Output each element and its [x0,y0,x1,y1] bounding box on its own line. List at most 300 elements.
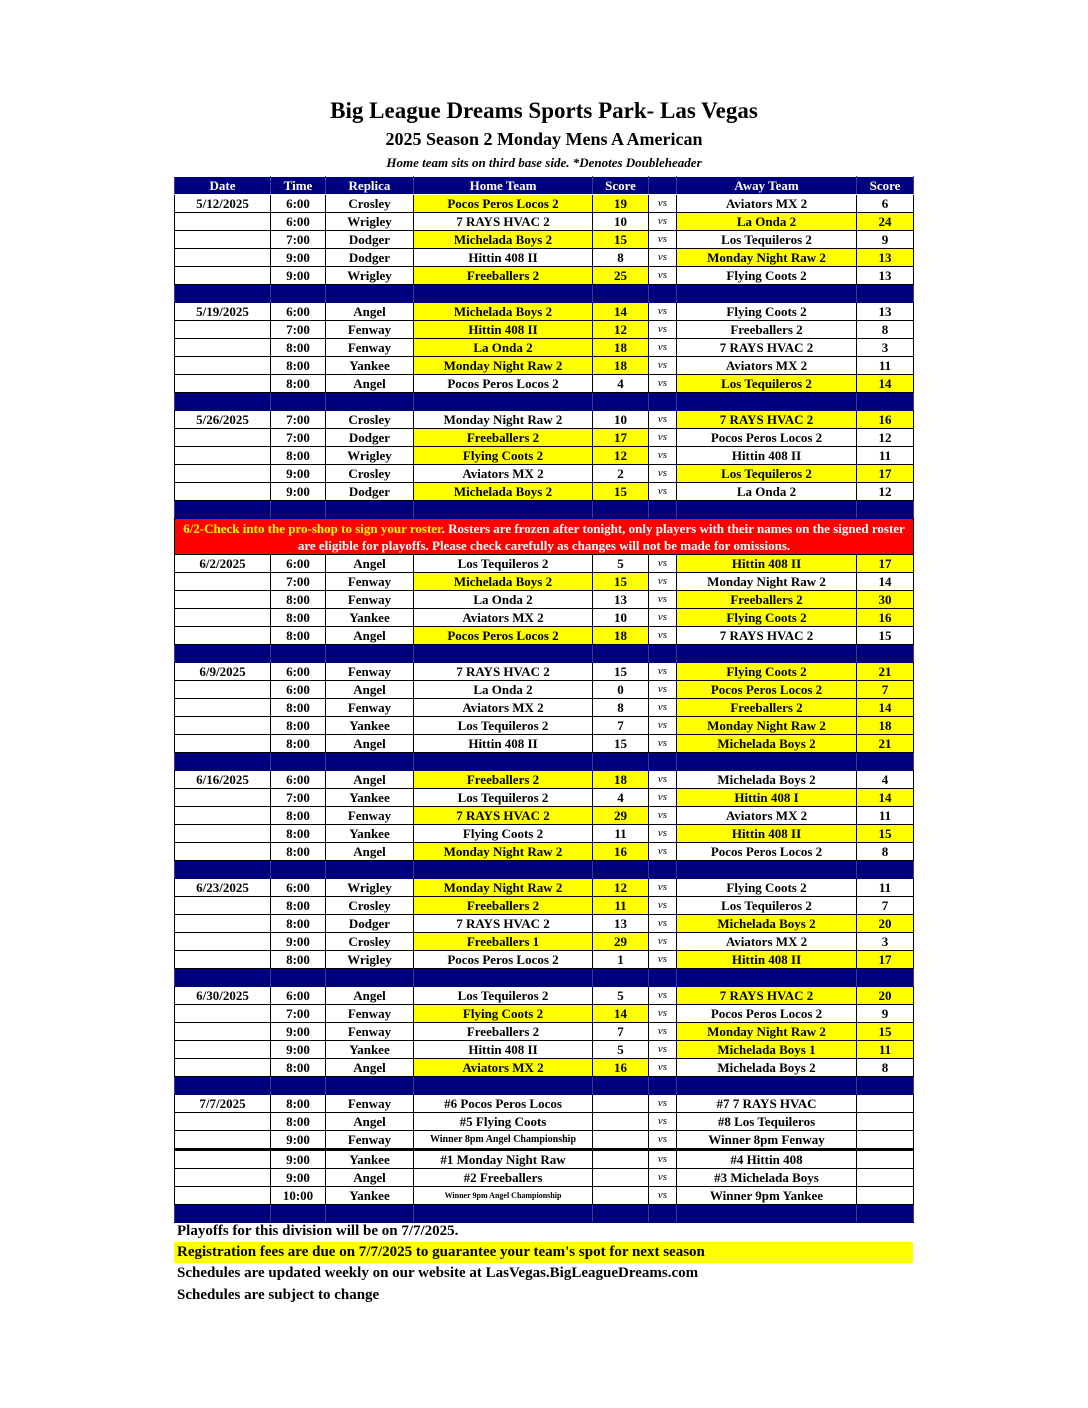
away-team: La Onda 2 [677,483,857,501]
away-score: 14 [857,375,914,393]
home-team: Pocos Peros Locos 2 [414,375,593,393]
separator-cell [677,861,857,879]
field-name: Crosley [326,195,414,213]
table-row [175,267,914,285]
field-name: Crosley [326,411,414,429]
vs-label: vs [649,447,677,465]
table-row [175,1150,914,1169]
vs-label: vs [649,375,677,393]
separator-cell [175,501,271,519]
table-row [175,807,914,825]
separator-cell [414,645,593,663]
home-score: 10 [593,213,649,231]
game-time: 8:00 [271,609,326,627]
game-time: 10:00 [271,1187,326,1205]
home-team: Flying Coots 2 [414,447,593,465]
separator-cell [649,861,677,879]
away-score: 4 [857,771,914,789]
separator-cell [414,1205,593,1223]
vs-label: vs [649,1059,677,1077]
away-score: 8 [857,321,914,339]
table-row [175,609,914,627]
home-team: Los Tequileros 2 [414,717,593,735]
home-score: 16 [593,1059,649,1077]
home-score: 18 [593,627,649,645]
game-date [175,267,271,285]
separator-cell [271,501,326,519]
field-name: Crosley [326,465,414,483]
home-score: 4 [593,789,649,807]
field-name: Crosley [326,897,414,915]
field-name: Wrigley [326,447,414,465]
game-date [175,1005,271,1023]
home-score [593,1187,649,1205]
home-score: 18 [593,357,649,375]
separator-cell [326,861,414,879]
home-score: 25 [593,267,649,285]
home-team: Winner 8pm Angel Championship [414,1131,593,1150]
week-separator [175,1205,914,1223]
game-date [175,681,271,699]
separator-cell [857,1205,914,1223]
field-name: Dodger [326,915,414,933]
away-team: Monday Night Raw 2 [677,249,857,267]
home-score: 17 [593,429,649,447]
game-date [175,609,271,627]
game-time: 9:00 [271,1131,326,1150]
home-score: 4 [593,375,649,393]
vs-label: vs [649,1169,677,1187]
table-row [175,933,914,951]
home-team: Freeballers 2 [414,1023,593,1041]
away-score: 17 [857,465,914,483]
week-separator [175,285,914,303]
home-team: 7 RAYS HVAC 2 [414,807,593,825]
home-team: Monday Night Raw 2 [414,843,593,861]
table-row [175,447,914,465]
table-row [175,1041,914,1059]
separator-cell [593,393,649,411]
home-score [593,1169,649,1187]
away-score [857,1131,914,1150]
game-date [175,807,271,825]
away-team: Monday Night Raw 2 [677,573,857,591]
game-time: 9:00 [271,1023,326,1041]
separator-cell [677,1077,857,1095]
separator-cell [271,861,326,879]
separator-cell [857,393,914,411]
game-date [175,843,271,861]
game-time: 8:00 [271,1095,326,1113]
separator-cell [175,1077,271,1095]
separator-cell [271,753,326,771]
game-time: 9:00 [271,1169,326,1187]
separator-cell [677,1205,857,1223]
away-score: 15 [857,1023,914,1041]
game-date [175,789,271,807]
home-score [593,1095,649,1113]
schedule-table [174,176,914,1223]
game-date: 6/16/2025 [175,771,271,789]
away-score: 24 [857,213,914,231]
away-score [857,1150,914,1169]
away-score: 9 [857,1005,914,1023]
field-name: Dodger [326,249,414,267]
vs-label: vs [649,1131,677,1150]
away-team: Hittin 408 II [677,447,857,465]
vs-label: vs [649,339,677,357]
away-team: Pocos Peros Locos 2 [677,843,857,861]
away-team: Flying Coots 2 [677,303,857,321]
separator-cell [271,285,326,303]
column-header: Time [271,177,326,195]
game-date [175,1150,271,1169]
separator-cell [271,1077,326,1095]
home-team: Aviators MX 2 [414,1059,593,1077]
home-score: 5 [593,1041,649,1059]
column-header: Replica [326,177,414,195]
home-team: Michelada Boys 2 [414,231,593,249]
game-time: 9:00 [271,1041,326,1059]
home-score: 5 [593,987,649,1005]
vs-label: vs [649,987,677,1005]
game-time: 6:00 [271,771,326,789]
separator-cell [326,285,414,303]
separator-cell [175,393,271,411]
table-row [175,627,914,645]
away-score: 30 [857,591,914,609]
game-time: 7:00 [271,429,326,447]
separator-cell [175,285,271,303]
column-header: Date [175,177,271,195]
away-score: 8 [857,843,914,861]
column-header: Score [857,177,914,195]
field-name: Angel [326,771,414,789]
field-name: Fenway [326,321,414,339]
away-team: Flying Coots 2 [677,267,857,285]
away-team: Michelada Boys 2 [677,1059,857,1077]
home-team: #5 Flying Coots [414,1113,593,1131]
separator-cell [649,753,677,771]
away-team: La Onda 2 [677,213,857,231]
vs-label: vs [649,843,677,861]
separator-cell [326,753,414,771]
home-score: 14 [593,1005,649,1023]
table-row [175,735,914,753]
table-row [175,213,914,231]
home-team: Aviators MX 2 [414,609,593,627]
table-row [175,951,914,969]
game-time: 8:00 [271,807,326,825]
away-team: 7 RAYS HVAC 2 [677,987,857,1005]
table-row [175,1023,914,1041]
separator-cell [677,285,857,303]
table-row [175,429,914,447]
table-row [175,195,914,213]
field-name: Dodger [326,483,414,501]
home-team: Monday Night Raw 2 [414,411,593,429]
home-team: Freeballers 2 [414,771,593,789]
game-time: 6:00 [271,213,326,231]
roster-notice [175,519,914,555]
home-team: Michelada Boys 2 [414,303,593,321]
home-team: Flying Coots 2 [414,825,593,843]
game-date [175,213,271,231]
home-score [593,1150,649,1169]
game-time: 8:00 [271,1059,326,1077]
home-team: 7 RAYS HVAC 2 [414,663,593,681]
notice-highlight: Check into the pro-shop to sign your roster [204,520,442,536]
table-row [175,1113,914,1131]
vs-label: vs [649,879,677,897]
table-row [175,789,914,807]
game-date [175,717,271,735]
vs-label: vs [649,735,677,753]
away-team: Flying Coots 2 [677,879,857,897]
week-separator [175,393,914,411]
game-date [175,483,271,501]
home-score: 0 [593,681,649,699]
home-score: 15 [593,231,649,249]
home-score: 1 [593,951,649,969]
away-team: 7 RAYS HVAC 2 [677,627,857,645]
away-score: 14 [857,789,914,807]
home-team: 7 RAYS HVAC 2 [414,915,593,933]
separator-cell [175,969,271,987]
field-name: Fenway [326,573,414,591]
vs-label: vs [649,699,677,717]
week-separator [175,1077,914,1095]
away-score: 16 [857,411,914,429]
field-name: Fenway [326,591,414,609]
home-team: Winner 9pm Angel Championship [414,1187,593,1205]
separator-cell [175,753,271,771]
away-score: 11 [857,1041,914,1059]
separator-cell [857,645,914,663]
away-team: Los Tequileros 2 [677,897,857,915]
away-team: Aviators MX 2 [677,807,857,825]
home-team: La Onda 2 [414,339,593,357]
away-score: 11 [857,447,914,465]
game-time: 8:00 [271,735,326,753]
home-team: La Onda 2 [414,591,593,609]
away-team: Flying Coots 2 [677,663,857,681]
table-row [175,231,914,249]
field-name: Fenway [326,1023,414,1041]
away-team: 7 RAYS HVAC 2 [677,411,857,429]
field-name: Fenway [326,1005,414,1023]
field-name: Fenway [326,663,414,681]
game-time: 8:00 [271,627,326,645]
home-team: Hittin 408 II [414,249,593,267]
separator-cell [593,501,649,519]
away-team: Hittin 408 II [677,555,857,573]
away-team: Freeballers 2 [677,321,857,339]
column-header: Home Team [414,177,593,195]
game-time: 8:00 [271,825,326,843]
away-team: Aviators MX 2 [677,357,857,375]
table-row [175,1169,914,1187]
separator-cell [271,1205,326,1223]
separator-cell [414,861,593,879]
game-date: 5/26/2025 [175,411,271,429]
game-date [175,249,271,267]
table-row [175,1095,914,1113]
table-row [175,699,914,717]
home-team: 7 RAYS HVAC 2 [414,213,593,231]
away-team: #8 Los Tequileros [677,1113,857,1131]
game-date [175,915,271,933]
game-date [175,897,271,915]
away-team: Pocos Peros Locos 2 [677,1005,857,1023]
away-team: #4 Hittin 408 [677,1150,857,1169]
away-score: 12 [857,429,914,447]
field-name: Fenway [326,1095,414,1113]
separator-cell [677,393,857,411]
home-score: 13 [593,591,649,609]
separator-cell [326,393,414,411]
game-date: 6/9/2025 [175,663,271,681]
away-team: 7 RAYS HVAC 2 [677,339,857,357]
game-time: 9:00 [271,933,326,951]
table-row [175,681,914,699]
home-score: 29 [593,933,649,951]
home-score: 2 [593,465,649,483]
game-date [175,1187,271,1205]
table-row [175,771,914,789]
home-score: 18 [593,771,649,789]
game-date [175,825,271,843]
game-date [175,339,271,357]
away-score: 20 [857,987,914,1005]
roster-notice-row [175,519,914,555]
away-score: 13 [857,267,914,285]
page-subtitle: 2025 Season 2 Monday Mens A American [385,129,703,149]
notice-text: . Rosters are frozen after tonight, only players with their names on the signed roster are eligible for playoffs. Please check carefully as changes will not be made for omissions. [297,520,905,553]
game-time: 8:00 [271,915,326,933]
away-score: 14 [857,699,914,717]
table-row [175,303,914,321]
away-team: Monday Night Raw 2 [677,1023,857,1041]
game-time: 9:00 [271,249,326,267]
vs-label: vs [649,429,677,447]
away-score [857,1169,914,1187]
home-score: 15 [593,573,649,591]
table-row [175,1059,914,1077]
table-row [175,321,914,339]
home-score: 15 [593,663,649,681]
home-score: 19 [593,195,649,213]
home-score: 13 [593,915,649,933]
game-time: 6:00 [271,303,326,321]
home-team: Michelada Boys 2 [414,483,593,501]
separator-cell [649,645,677,663]
separator-cell [414,753,593,771]
separator-cell [593,861,649,879]
table-row [175,573,914,591]
table-row [175,663,914,681]
vs-label: vs [649,591,677,609]
away-score: 12 [857,483,914,501]
field-name: Fenway [326,807,414,825]
table-row [175,717,914,735]
away-score: 20 [857,915,914,933]
vs-label: vs [649,411,677,429]
separator-cell [857,285,914,303]
game-date: 5/12/2025 [175,195,271,213]
home-team: Freeballers 2 [414,267,593,285]
field-name: Fenway [326,339,414,357]
week-separator [175,501,914,519]
field-name: Yankee [326,1150,414,1169]
vs-label: vs [649,231,677,249]
vs-label: vs [649,1041,677,1059]
game-date [175,1023,271,1041]
home-score: 10 [593,609,649,627]
vs-label: vs [649,303,677,321]
game-date [175,321,271,339]
column-header: Away Team [677,177,857,195]
game-date [175,573,271,591]
away-team: Freeballers 2 [677,699,857,717]
away-score: 9 [857,231,914,249]
separator-cell [649,1077,677,1095]
away-team: Freeballers 2 [677,591,857,609]
home-score: 11 [593,897,649,915]
table-row [175,843,914,861]
field-name: Angel [326,1169,414,1187]
away-team: Winner 9pm Yankee [677,1187,857,1205]
away-score: 15 [857,627,914,645]
away-score: 7 [857,897,914,915]
vs-label: vs [649,1095,677,1113]
column-header: Score [593,177,649,195]
home-score: 15 [593,735,649,753]
separator-cell [857,1077,914,1095]
vs-label: vs [649,213,677,231]
home-score: 11 [593,825,649,843]
away-team: #3 Michelada Boys [677,1169,857,1187]
game-date: 5/19/2025 [175,303,271,321]
vs-label: vs [649,609,677,627]
field-name: Angel [326,681,414,699]
separator-cell [414,285,593,303]
table-row [175,591,914,609]
vs-label: vs [649,1113,677,1131]
table-row [175,1005,914,1023]
footer-playoffs: Playoffs for this division will be on 7/7/2025. [177,1223,459,1239]
game-date [175,951,271,969]
away-score: 18 [857,717,914,735]
game-time: 9:00 [271,483,326,501]
game-date [175,591,271,609]
separator-cell [649,501,677,519]
separator-cell [271,393,326,411]
separator-cell [593,753,649,771]
separator-cell [677,645,857,663]
separator-cell [175,645,271,663]
footer-disclaimer: Schedules are subject to change [177,1287,380,1303]
away-score: 11 [857,879,914,897]
field-name: Angel [326,1059,414,1077]
vs-label: vs [649,1023,677,1041]
game-date: 6/2/2025 [175,555,271,573]
separator-cell [593,1077,649,1095]
away-score: 21 [857,663,914,681]
game-time: 8:00 [271,339,326,357]
field-name: Fenway [326,1131,414,1150]
vs-label: vs [649,681,677,699]
